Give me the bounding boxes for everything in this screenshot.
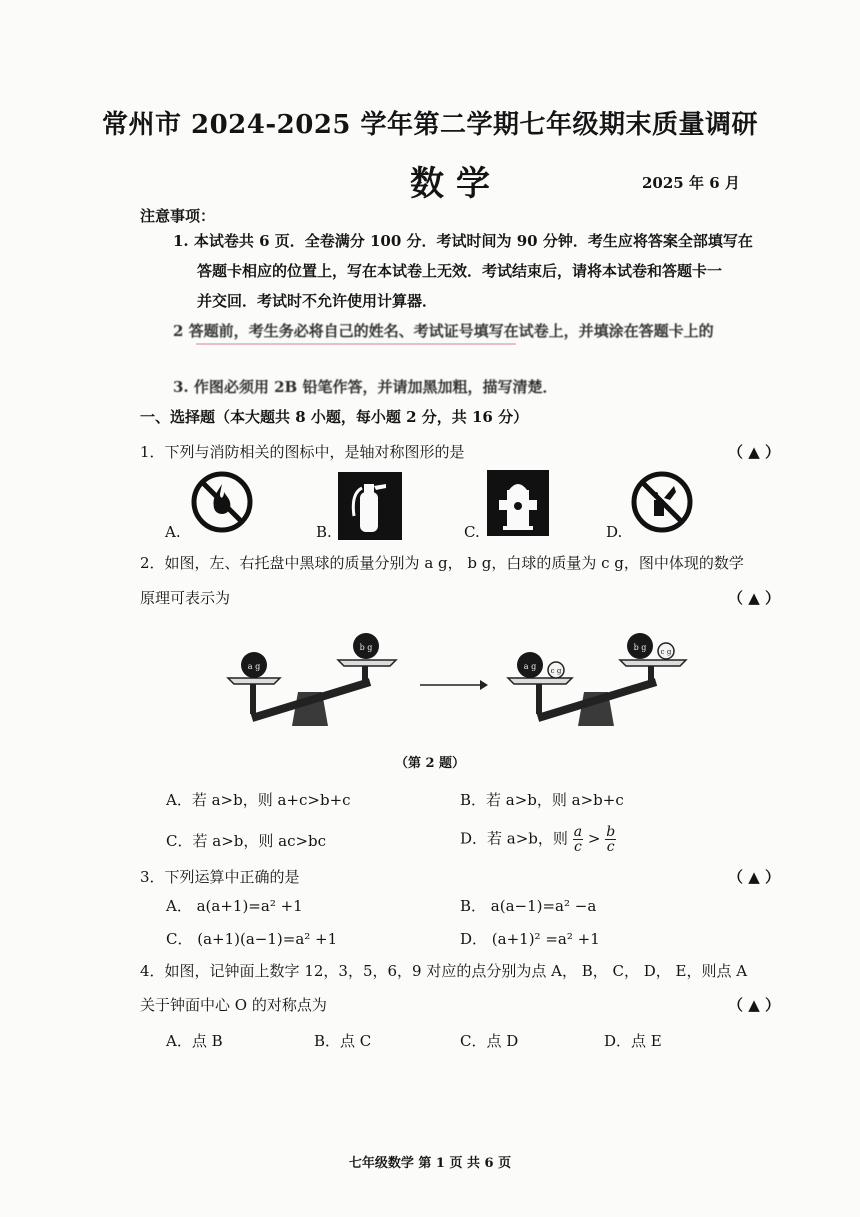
ball-c-label-left: c g <box>550 667 562 675</box>
notes-heading: 注意事项： <box>140 207 216 225</box>
note-1-line-1: 1. 本试卷共 6 页．全卷满分 100 分．考试时间为 90 分钟．考生应将答案全部填写在 <box>173 232 753 250</box>
q4-option-c: C．点 D <box>460 1032 519 1050</box>
balance-scale-after <box>490 620 700 736</box>
answer-mark: （ ▲ ） <box>728 996 780 1014</box>
q1-option-b: B. <box>316 523 332 541</box>
question-1-text: 1．下列与消防相关的图标中，是轴对称图形的是 <box>140 443 465 461</box>
ball-a-label: a g <box>247 662 261 671</box>
answer-mark: （ ▲ ） <box>728 589 780 607</box>
greater-than-sign: > <box>587 829 601 848</box>
q2-option-a: A．若 a>b，则 a+c>b+c <box>166 791 351 809</box>
q1-option-a: A. <box>165 523 181 541</box>
question-1-stem <box>140 442 780 462</box>
note-3-line-1: 3. 作图必须用 2B 铅笔作答，并请加黑加粗，描写清楚． <box>173 378 558 396</box>
question-3-text: 3．下列运算中正确的是 <box>140 868 300 886</box>
question-4-stem-line-2 <box>140 995 780 1015</box>
fire-extinguisher-icon <box>338 472 402 544</box>
arrow-right-icon <box>420 677 488 697</box>
page-footer: 七年级数学 第 1 页 共 6 页 <box>348 1156 512 1171</box>
note-2-line-1: 2 答题前，考生务必将自己的姓名、考试证号填写在试卷上，并填涂在答题卡上的 <box>173 322 714 340</box>
subject-title: 数学 <box>410 164 502 204</box>
note-1-line-2: 答题卡相应的位置上，写在本试卷上无效．考试结束后，请将本试卷和答题卡一 <box>197 262 723 280</box>
question-4-stem-line-1: 4．如图，记钟面上数字 12，3，5，6，9 对应的点分别为点 A， B， C， D， E，则点 A <box>140 962 748 980</box>
q4-option-b: B．点 C <box>314 1032 372 1050</box>
ball-b-label: b g <box>359 643 373 652</box>
figure-caption: （第 2 题） <box>394 756 466 771</box>
ball-b-label-2: b g <box>633 643 647 652</box>
ball-c-label-right: c g <box>660 648 672 656</box>
question-3-stem <box>140 867 780 887</box>
q2-option-d <box>460 825 616 854</box>
balance-scale-before <box>210 620 410 736</box>
fraction-b-over-c: $\frac{b}{c}$ <box>606 824 616 855</box>
q4-option-a: A．点 B <box>166 1032 223 1050</box>
q2-option-d-text: D．若 a>b，则 <box>460 829 568 848</box>
q3-option-b: B． a(a−1)=a² −a <box>460 897 597 915</box>
q2-option-c: C．若 a>b，则 ac>bc <box>166 832 327 850</box>
question-2-stem-line-1: 2．如图，左、右托盘中黑球的质量分别为 a g， b g，白球的质量为 c g，图中体现的数学 <box>140 554 744 572</box>
section-heading: 一、选择题（本大题共 8 小题，每小题 2 分，共 16 分） <box>140 408 529 426</box>
q2-option-b: B．若 a>b，则 a>b+c <box>460 791 624 809</box>
question-4-text: 关于钟面中心 O 的对称点为 <box>140 996 327 1014</box>
exam-date: 2025 年 6 月 <box>642 174 740 192</box>
fire-hydrant-icon <box>487 470 549 540</box>
note-1-line-3: 并交回．考试时不允许使用计算器． <box>197 292 438 310</box>
smudge-mark <box>196 343 516 345</box>
q1-option-c: C. <box>464 523 480 541</box>
question-2-text: 原理可表示为 <box>140 589 231 607</box>
fraction-a-over-c: $\frac{a}{c}$ <box>573 824 583 855</box>
q3-option-d: D． (a+1)² =a² +1 <box>460 930 600 948</box>
no-fireworks-icon <box>630 470 694 538</box>
no-fire-icon <box>190 470 254 538</box>
q4-option-d: D．点 E <box>604 1032 662 1050</box>
answer-mark: （ ▲ ） <box>728 443 780 461</box>
exam-title: 常州市 2024-2025 学年第二学期七年级期末质量调研 <box>101 110 759 140</box>
ball-a-label-2: a g <box>523 662 537 671</box>
q3-option-c: C． (a+1)(a−1)=a² +1 <box>166 930 338 948</box>
answer-mark: （ ▲ ） <box>728 868 780 886</box>
q3-option-a: A． a(a+1)=a² +1 <box>166 897 303 915</box>
question-2-stem-line-2 <box>140 588 780 608</box>
q1-option-d: D. <box>606 523 623 541</box>
